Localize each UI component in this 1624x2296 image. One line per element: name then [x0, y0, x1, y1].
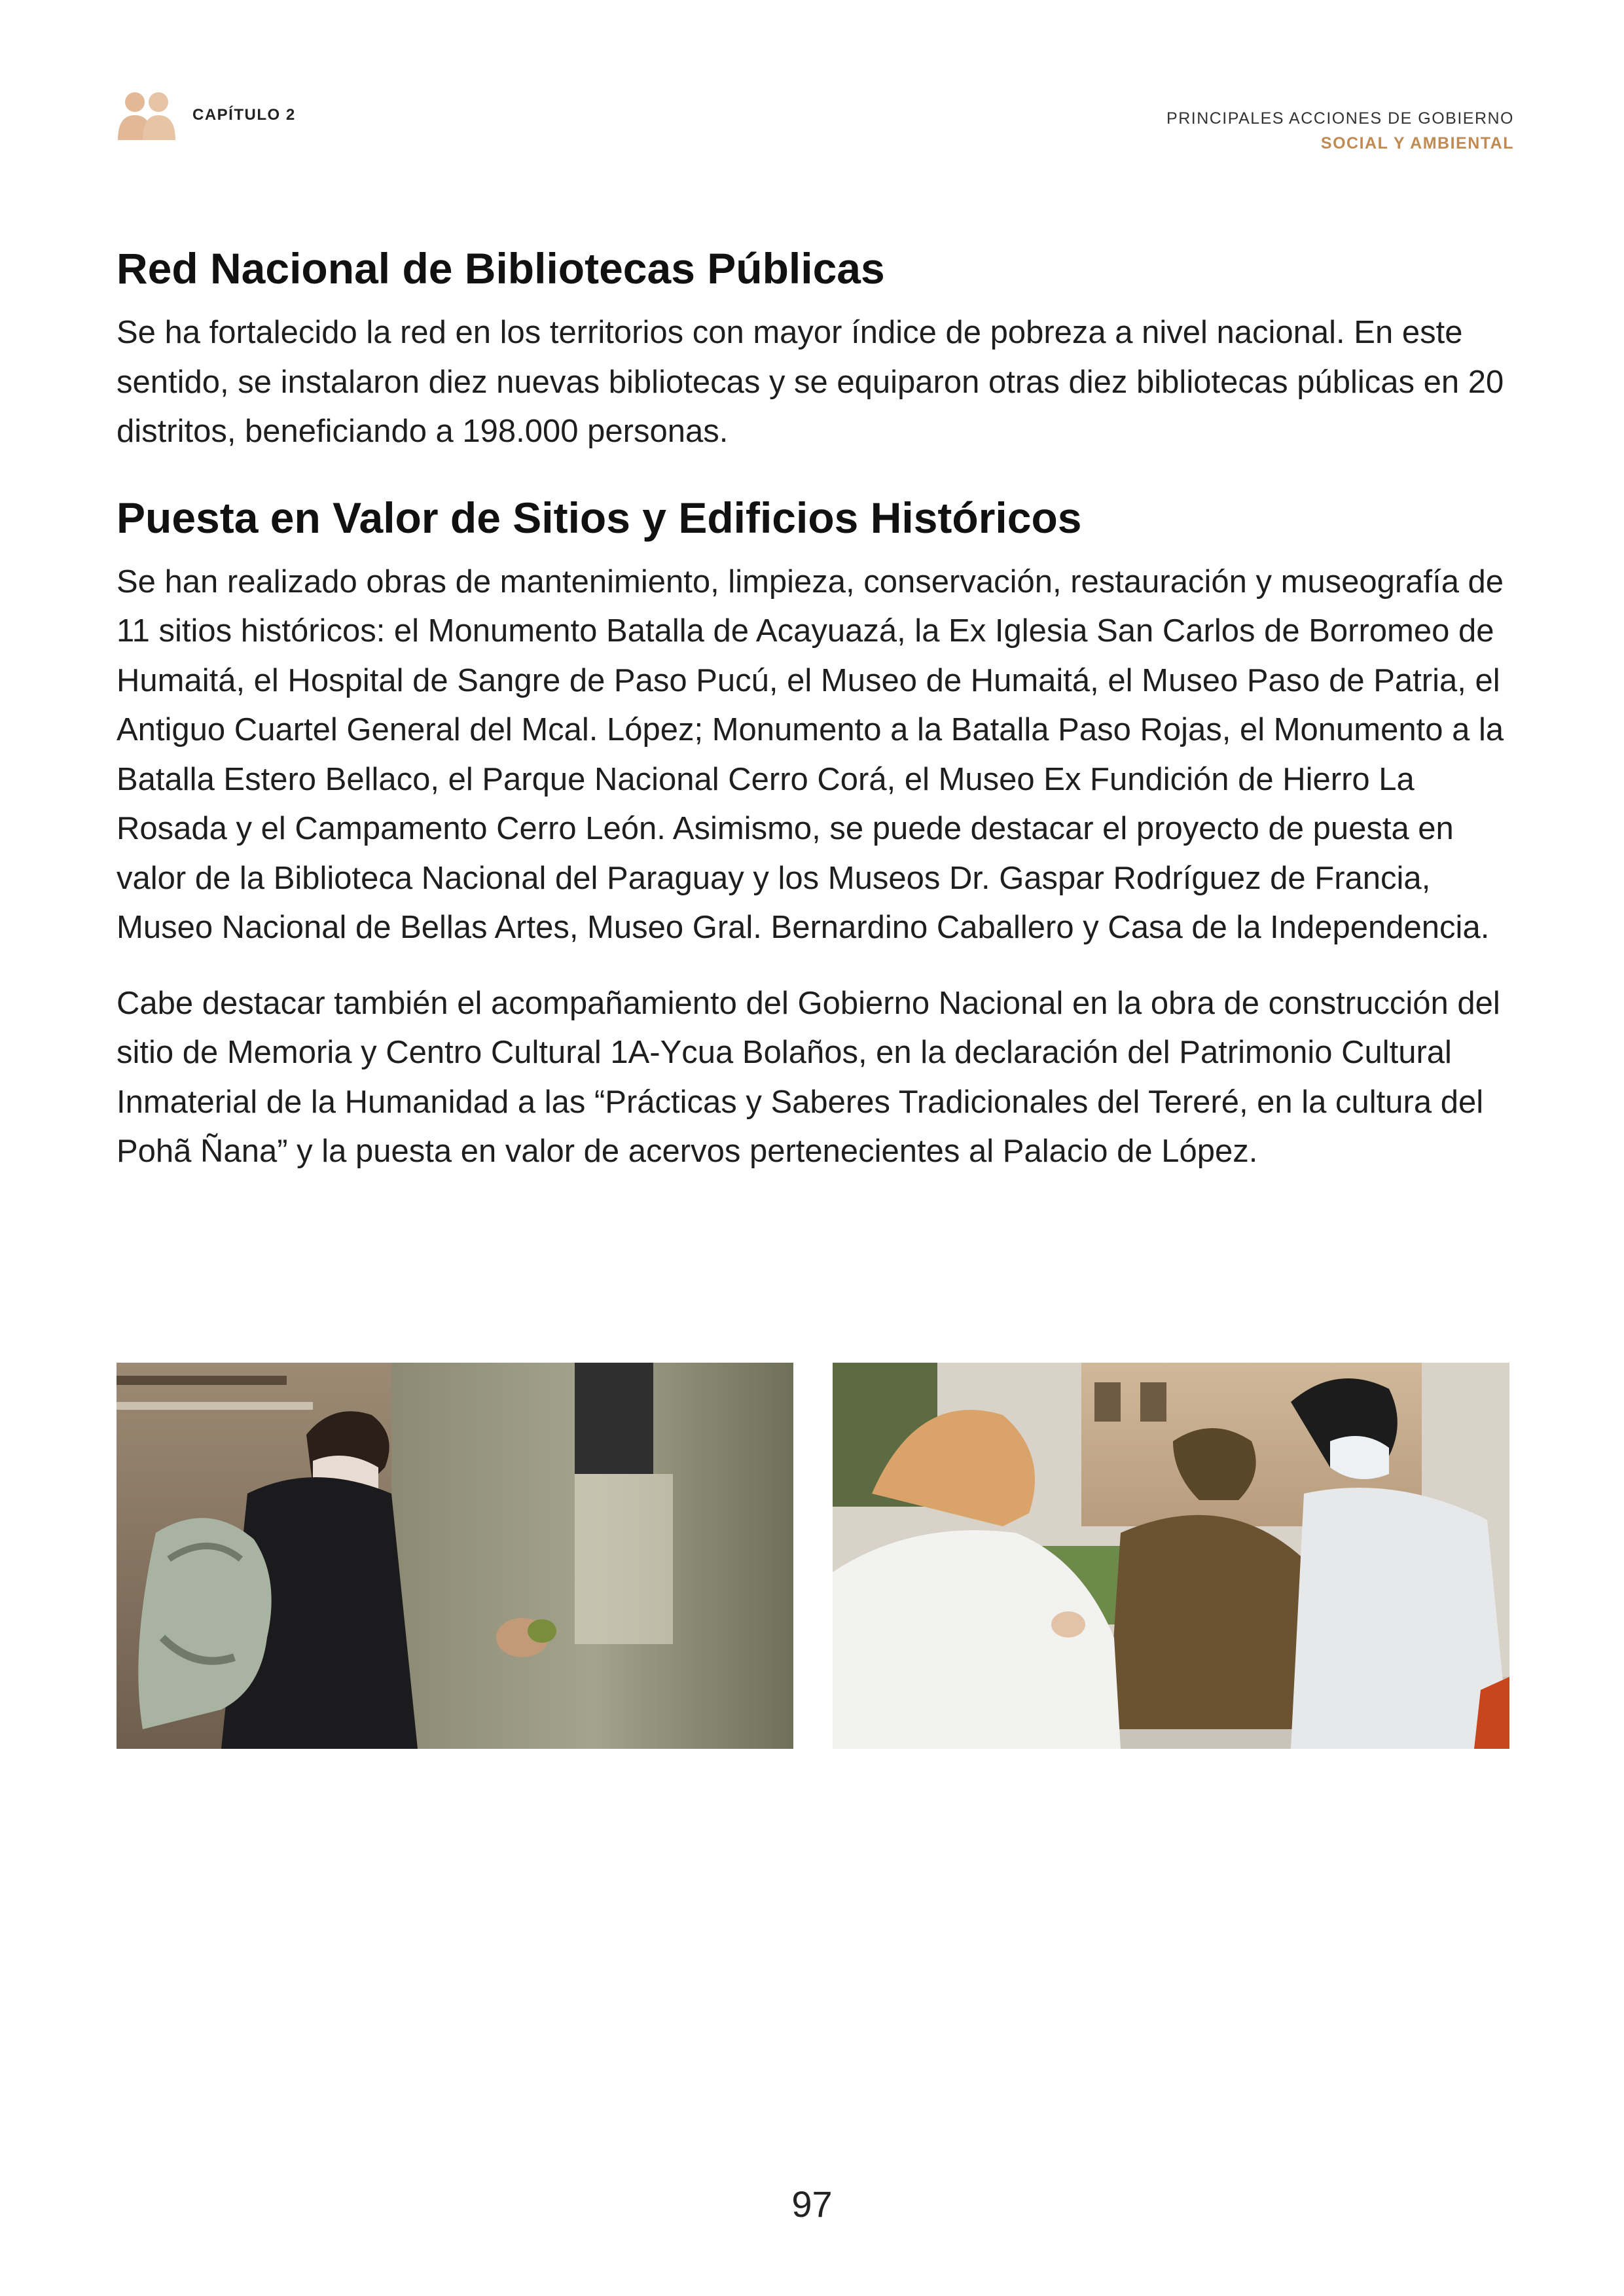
- running-title-line2: SOCIAL Y AMBIENTAL: [1320, 134, 1514, 152]
- page-number: 97: [791, 2183, 833, 2225]
- section-paragraph-sitios-2: Cabe destacar también el acompañamiento del Gobierno Nacional en la obra de construcción del sitio de Memoria y Centro Cultural 1A-Ycua Bolaños, en la declaración del Patrimonio Cultural Inmaterial de la Humanidad a las “Prácticas y Saberes Tradicionales del Tereré, en la cultura del Pohã Ñana” y la puesta en valor de acervos pertenecientes al Palacio de López.: [117, 985, 1500, 1169]
- section-paragraph-sitios-1: Se han realizado obras de mantenimiento, limpieza, conservación, restauración y museografía de 11 sitios históricos: el Monumento Batalla de Acayuazá, la Ex Iglesia San Carlos de Borromeo de Humaitá, el Hospital de Sangre de Paso Pucú, el Museo de Humaitá, el Museo Paso de Patria, el Antiguo Cuartel General del Mcal. López; Monumento a la Batalla Paso Rojas, el Monumento a la Batalla Estero Bellaco, el Parque Nacional Cerro Corá, el Museo Ex Fundición de Hierro La Rosada y el Campamento Cerro León. Asimismo, se puede destacar el proyecto de puesta en valor de la Biblioteca Nacional del Paraguay y los Museos Dr. Gaspar Rodríguez de Francia, Museo Nacional de Bellas Artes, Museo Gral. Bernardino Caballero y Casa de la Independencia.: [117, 564, 1504, 945]
- chapter-label: CAPÍTULO 2: [192, 106, 296, 124]
- people-icon: [117, 90, 177, 140]
- running-title: [1166, 106, 1514, 156]
- photo-statue-restoration: [833, 1363, 1509, 1749]
- section-title-bibliotecas: Red Nacional de Bibliotecas Públicas: [117, 244, 885, 293]
- photo-monument-cleaning: [117, 1363, 793, 1749]
- running-title-line1: PRINCIPALES ACCIONES DE GOBIERNO: [1166, 109, 1514, 128]
- section-paragraph-bibliotecas: Se ha fortalecido la red en los territorios con mayor índice de pobreza a nivel nacional. En este sentido, se instalaron diez nuevas bibliotecas y se equiparon otras diez bibliotecas públicas en 20 distritos, beneficiando a 198.000 personas.: [117, 315, 1504, 449]
- main-content: [117, 239, 1524, 1177]
- chapter-header: [117, 90, 296, 140]
- section-title-sitios-historicos: Puesta en Valor de Sitios y Edificios Históricos: [117, 493, 1082, 542]
